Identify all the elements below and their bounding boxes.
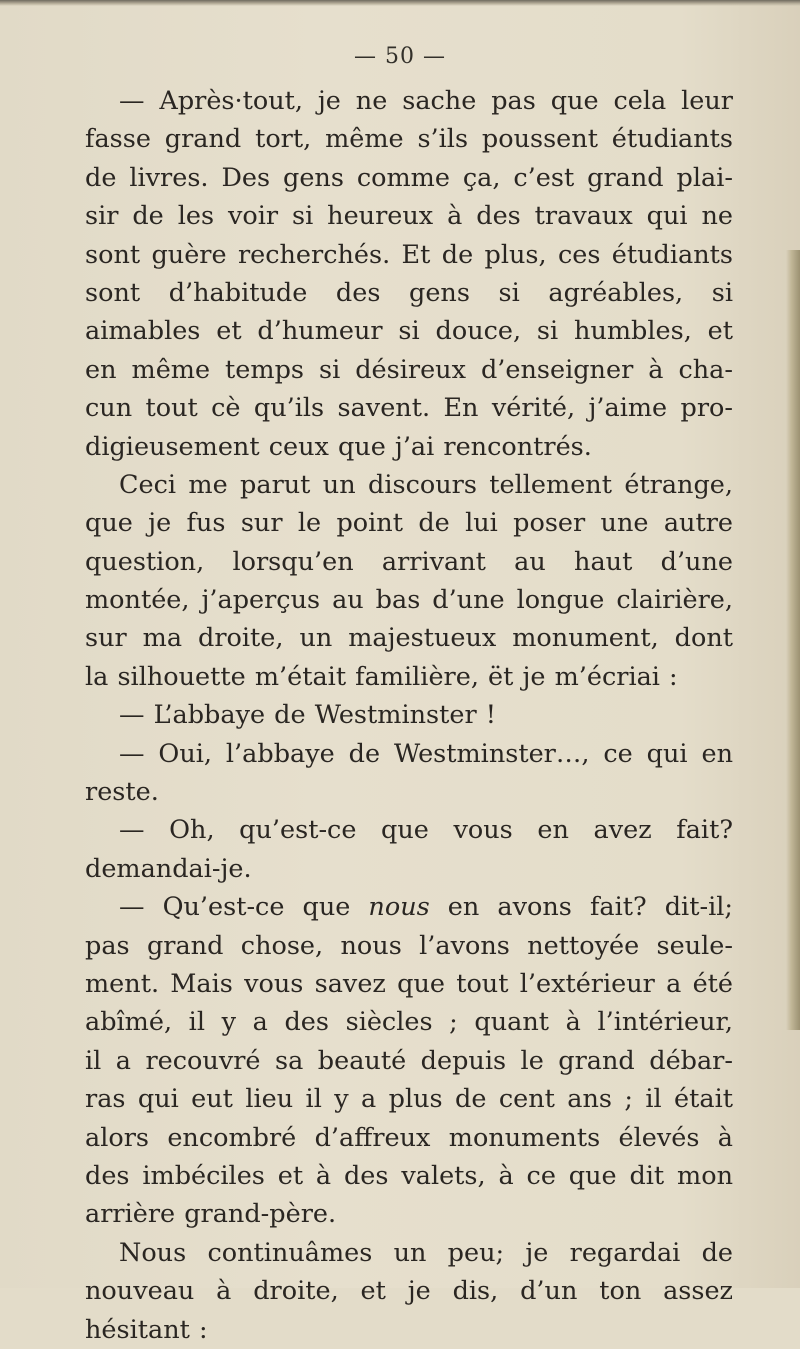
text-line: — Après·tout, je ne sache pas que cela leur [119,86,733,116]
text-line: nouveau à droite, et je dis, d’un ton assez [85,1276,733,1307]
text-line: que je fus sur le point de lui poser une autre [85,508,733,539]
text-line: aimables et d’humeur si douce, si humbles, et [85,316,733,347]
text-line: abîmé, il y a des siècles ; quant à l’intérieur, [85,1007,733,1038]
text-line: montée, j’aperçus au bas d’une longue clairière, [85,585,733,616]
page-top-edge [0,0,800,6]
text-line: cun tout cè qu’ils savent. En vérité, j’aime pro- [85,393,733,424]
text-line: alors encombré d’affreux monuments élevés à [85,1122,733,1153]
page-number: — 50 — [354,44,446,69]
text-line: arrière grand-père. [85,1199,337,1230]
text-line: — Oui, l’abbaye de Westminster…, ce qui en [119,738,733,769]
italic-word: nous [368,892,430,923]
text-line: sur ma droite, un majestueux monument, dont [85,623,733,654]
text-line: Ceci me parut un discours tellement étrange, [119,469,733,500]
text-line: sont guère recherchés. Et de plus, ces étudiants [85,239,733,270]
text-line: fasse grand tort, même s’ils poussent étudiants [85,124,733,155]
text-line: — Oh, qu’est-ce que vous en avez fait? [119,815,733,846]
text-line: il a recouvré sa beauté depuis le grand débar- [85,1045,733,1076]
text-line: de livres. Des gens comme ça, c’est grand plai- [85,162,733,193]
text-line: — L’abbaye de Westminster ! [119,700,496,731]
text-line: demandai-je. [85,853,252,884]
text-line: ras qui eut lieu il y a plus de cent ans ; il était [85,1084,733,1115]
text-line: pas grand chose, nous l’avons nettoyée seule- [85,930,733,961]
text-line: en même temps si désireux d’enseigner à cha- [85,354,733,385]
text-line: ment. Mais vous savez que tout l’extérieur a été [85,968,733,999]
text-line: des imbéciles et à des valets, à ce que dit mon [85,1160,733,1191]
text-line: — Qu’est-ce que nous en avons fait? dit-il; [119,892,733,923]
text-line: hésitant : [85,1314,208,1345]
text-line: sont d’habitude des gens si agréables, si [85,277,733,308]
text-line: question, lorsqu’en arrivant au haut d’une [85,546,733,577]
text-line: Nous continuâmes un peu; je regardai de [119,1237,733,1268]
page-binding-shadow [786,250,800,1030]
text-line: la silhouette m’était familière, ët je m’écriai : [85,661,678,692]
text-line: reste. [85,777,159,808]
text-line: sir de les voir si heureux à des travaux qui ne [85,201,733,232]
text-line: digieusement ceux que j’ai rencontrés. [85,431,592,462]
body-text [85,82,733,1349]
